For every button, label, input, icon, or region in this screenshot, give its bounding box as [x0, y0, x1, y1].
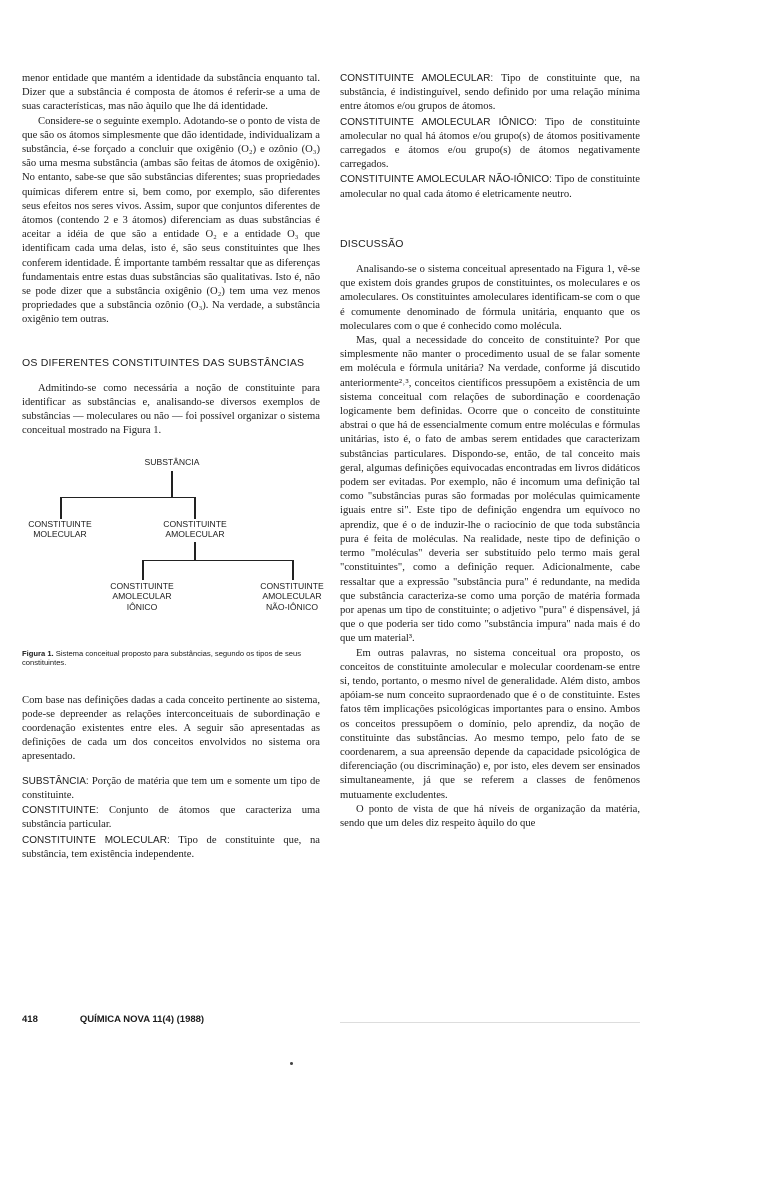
left-column: [22, 72, 324, 863]
definition-term: CONSTITUINTE AMOLECULAR:: [340, 73, 494, 84]
node-constituinte-molecular: CONSTITUINTE MOLECULAR: [28, 518, 92, 540]
definition-term: CONSTITUINTE AMOLECULAR IÔNICO:: [340, 116, 537, 128]
paragraph-definitions-intro: Com base nas definições dadas a cada conceito pertinente ao sistema, pode-se depreender as relações interconceituais de subordinação e coordenação existentes entre eles. A seguir são apresentadas as definições de cada um dos conceitos envolvidos no sistema ora apresentado.: [22, 694, 320, 763]
node-constituinte-amolecular: CONSTITUINTE AMOLECULAR: [163, 518, 227, 540]
node-ionico: CONSTITUINTE AMOLECULAR IÔNICO: [110, 580, 174, 612]
definition-term: SUBSTÂNCIA:: [22, 775, 89, 787]
node-substancia: SUBSTÂNCIA: [144, 456, 200, 467]
definition-term: CONSTITUINTE MOLECULAR:: [22, 834, 170, 846]
definition-text: Conjunto de átomos que caracteriza uma substância particular.: [22, 805, 320, 831]
paragraph-discussion-1: Analisando-se o sistema conceitual apresentado na Figura 1, vê-se que existem dois grandes grupos de constituintes, os moleculares e os amoleculares. Os constituintes amoleculares identificam-se com o que é comumente denominado de fórmula unitária, enquanto que os moleculares com o que é conhecido como molécula.: [340, 264, 640, 332]
figure-caption-text: Sistema conceitual proposto para substâncias, segundo os tipos de seus constituintes.: [22, 648, 302, 668]
connector-line: [292, 560, 294, 580]
section-heading-constituintes: OS DIFERENTES CONSTITUINTES DAS SUBSTÂNCIAS: [22, 356, 305, 369]
connector-line: [171, 471, 173, 497]
journal-citation: QUÍMICA NOVA 11(4) (1988): [79, 1014, 205, 1025]
definition-text: Tipo de constituinte amolecular no qual cada átomo é eletricamente neutro.: [340, 174, 640, 200]
definition-amolecular-nao-ionico: [340, 173, 640, 201]
page-footer: [22, 1014, 246, 1025]
paragraph-discussion-2: Mas, qual a necessidade do conceito de constituinte? Por que simplesmente não manter o procedimento usual de se falar somente em molécula e fórmula unitária? Na verdade, conforme já discutido anteriormente²˒³, conceitos científicos pressupõem a existência de um sistema conceitual com relações de subordinação e coordenação logicamente bem definidas. Ocorre que o conceito de constituinte abstrai o que há de essencialmente comum entre moléculas e fórmulas unitárias, isto é, o fato de ambas serem entidades que caracterizam substâncias particulares. Dispondo-se, então, de tal conceito mais geral, algumas definições equivocadas encontradas em livros didáticos podem ser evitadas. Por exemplo, não é incomum uma definição tal como "substâncias puras são formadas por moléculas quimicamente iguais entre si". Este tipo de definição engendra um equívoco no aprendiz, que é o de induzir-lhe o raciocínio de que toda substância pura é feita de moléculas. Na realidade, neste tipo de definição o termo "moléculas" deveria ser substituído pelo termo mais geral "constituintes", como a definição requer. Adicionalmente, cabe ressaltar que a expressão "substância pura" é redundante, na medida que substância caracteriza-se como uma porção de matéria formada por apenas um tipo de constituinte; o adjetivo "pura" é dispensável, já que o que poderia ser tido como "substância impura" nada mais é do que um material³.: [340, 335, 640, 645]
connector-line: [60, 497, 194, 499]
definition-term: CONSTITUINTE:: [22, 805, 99, 817]
scan-artifact-dot: [290, 1062, 293, 1065]
paragraph-continuation: menor entidade que mantém a identidade da substância enquanto tal. Dizer que a substância é composta de átomos é referir-se a uma de suas características, mas não àquilo que lhe dá identidade.: [22, 73, 320, 113]
definition-constituinte-molecular: [22, 834, 320, 862]
definition-amolecular-ionico: [340, 116, 640, 173]
page-number: 418: [22, 1014, 38, 1025]
figure-caption-label: Figura 1.: [22, 648, 54, 658]
section-heading-discussao: DISCUSSÃO: [340, 237, 404, 250]
concept-diagram: [22, 449, 324, 649]
definition-text: Tipo de constituinte que, na substância, é indistinguível, sendo definido por uma relação mínima entre átomos e/ou grupos de átomos.: [340, 73, 640, 113]
definition-constituinte-amolecular: [340, 72, 640, 115]
paragraph-example: Considere-se o seguinte exemplo. Adotando-se o ponto de vista de que são os átomos simplesmente que dão identidade, individualizam a substância, é-se forçado a concluir que oxigênio (O₂) e ozônio (O₃) são uma mesma substância (ambas são feitas de átomos de oxigênio). No entanto, sabe-se que são substâncias diferentes; suas propriedades químicas diferem entre si, bem como, por exemplo, são diferentes seus efeitos nos seres vivos. Assim, supor que conjuntos diferentes de átomos (contendo 2 e 3 átomos) diferenciam as duas substâncias é aceitar a idéia de que são a entidade O₂ e a entidade O₃ que identificam cada uma delas, isto é, são seus constituintes que lhes conferem identidade. É importante também ressaltar que as diferenças fundamentais entre estas duas substâncias são qualitativas. Isto é, não se pode dizer que a substância oxigênio (O₂) tem uma vez menos propriedades que a substância ozônio (O₃). Na verdade, a substância oxigênio tem outras.: [22, 115, 320, 326]
right-column: [340, 72, 640, 831]
connector-line: [142, 560, 292, 562]
paragraph-discussion-3: Em outras palavras, no sistema conceitual ora proposto, os conceitos de constituinte amolecular e molecular coordenam-se entre si, tendo, portanto, o mesmo nível de generalidade. Além disto, ambos apóiam-se num conceito supraordenado que é o de constituinte. Estes fatos têm implicações psicológicas importantes para o ensino. Ambos os conceitos pressupõem o domínio, pelo aprendiz, da noção de constituinte das substâncias. Ao mesmo tempo, pelo fato de se coordenarem, a sua apreensão depende da capacidade psicológica de diferenciação (ou discriminação) e, por isto, eles devem ser ensinados simultaneamente, já que se referem a classes de fenômenos mutuamente excludentes.: [340, 647, 640, 801]
connector-line: [194, 497, 196, 519]
figure-caption: [22, 649, 320, 668]
definition-text: Porção de matéria que tem um e somente um tipo de constituinte.: [22, 775, 320, 801]
definition-substancia: [22, 775, 320, 803]
connector-line: [142, 560, 144, 580]
paragraph-discussion-4: O ponto de vista de que há níveis de organização da matéria, sendo que um deles diz respeito àquilo do que: [340, 803, 640, 829]
definition-constituinte: [22, 804, 320, 832]
connector-line: [60, 497, 62, 519]
connector-line: [194, 542, 196, 560]
definition-text: Tipo de constituinte amolecular no qual há átomos e/ou grupo(s) de átomos positivamente carregados e átomos e/ou grupo(s) de átomos negativamente carregados.: [340, 116, 640, 171]
definition-term: CONSTITUINTE AMOLECULAR NÃO-IÔNICO:: [340, 174, 552, 186]
scan-artifact-line: [340, 1022, 640, 1023]
node-nao-ionico: CONSTITUINTE AMOLECULAR NÃO-IÔNICO: [260, 580, 324, 612]
paragraph-intro-figure: Admitindo-se como necessária a noção de constituinte para identificar as substâncias e, analisando-se diversos exemplos de substâncias — moleculares ou não — foi possível organizar o sistema conceitual mostrado na Figura 1.: [22, 382, 320, 437]
definition-text: Tipo de constituinte que, na substância, tem existência independente.: [22, 834, 321, 860]
